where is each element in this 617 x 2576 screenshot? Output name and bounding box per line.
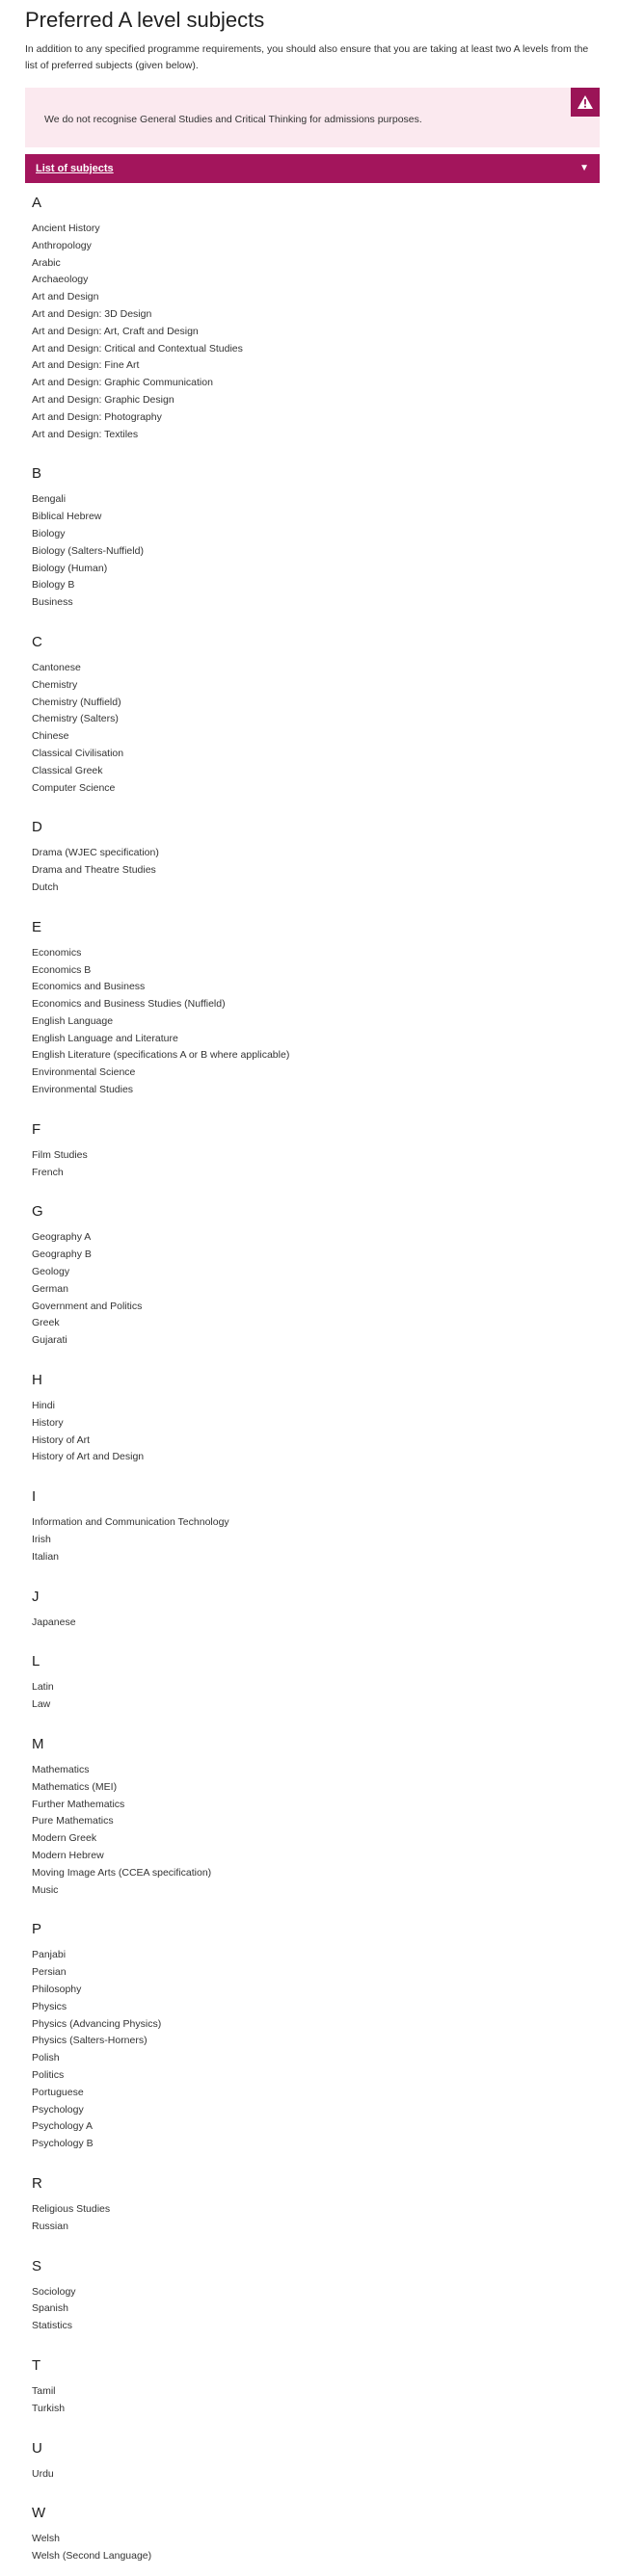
subject-items <box>32 1514 591 1565</box>
group-letter-heading: J <box>32 1588 40 1605</box>
subject-items <box>32 2531 591 2565</box>
subject-item: Panjabi <box>32 1949 67 1961</box>
subject-items <box>32 1947 591 2153</box>
subject-item: Art and Design: Graphic Communication <box>32 377 213 389</box>
subject-item: Chinese <box>32 730 69 743</box>
subject-item: Modern Hebrew <box>32 1850 104 1861</box>
subject-item: Classical Civilisation <box>32 747 124 759</box>
subject-item: Physics <box>32 2000 67 2012</box>
subject-group-d <box>32 807 591 907</box>
group-spacer <box>32 1899 591 1909</box>
group-spacer <box>32 1631 591 1642</box>
subject-item: Biblical Hebrew <box>32 511 102 523</box>
subject-item: Art and Design: Art, Craft and Design <box>32 325 199 337</box>
subject-item: Economics and Business Studies (Nuffield) <box>32 998 226 1011</box>
subject-item: Art and Design: Critical and Contextual Studies <box>32 342 243 355</box>
subject-item: History <box>32 1416 64 1429</box>
subject-item: Philosophy <box>32 1983 82 1995</box>
group-letter-heading: P <box>32 1921 42 1938</box>
subject-item: Dutch <box>32 881 59 893</box>
group-spacer <box>32 797 591 807</box>
subject-item: Spanish <box>32 2302 68 2315</box>
group-spacer <box>32 897 591 907</box>
group-letter-heading: A <box>32 195 42 211</box>
group-letter-heading: T <box>32 2356 41 2374</box>
group-letter-heading: H <box>32 1372 42 1389</box>
subject-item: Bengali <box>32 493 67 506</box>
subject-items <box>32 845 591 896</box>
subject-item: Arabic <box>32 256 61 269</box>
list-of-subjects-label[interactable]: List of subjects <box>36 163 114 174</box>
subject-item: Cantonese <box>32 661 81 673</box>
subject-group-a <box>32 183 591 454</box>
group-letter-heading: M <box>32 1736 44 1753</box>
group-spacer <box>32 1566 591 1577</box>
subject-item: Politics <box>32 2068 65 2081</box>
group-spacer <box>32 2483 591 2493</box>
subject-items <box>32 945 591 1099</box>
subject-group-c <box>32 622 591 807</box>
subject-group-m <box>32 1724 591 1909</box>
group-letter-heading: E <box>32 918 42 935</box>
subject-item: English Language <box>32 1014 114 1027</box>
subject-item: Modern Greek <box>32 1832 97 1845</box>
subject-item: Environmental Science <box>32 1066 136 1079</box>
subject-item: French <box>32 1166 64 1178</box>
subject-items <box>32 2466 591 2484</box>
subject-items <box>32 491 591 612</box>
group-letter-heading: G <box>32 1203 43 1221</box>
subject-item: German <box>32 1282 68 1295</box>
group-spacer <box>32 1466 591 1477</box>
subject-items <box>32 1762 591 1899</box>
group-letter-heading: S <box>32 2257 42 2274</box>
subject-items <box>32 2284 591 2335</box>
subject-item: Art and Design: Fine Art <box>32 359 140 372</box>
group-spacer <box>32 2418 591 2429</box>
subject-item: Physics (Salters-Horners) <box>32 2035 148 2047</box>
page-title: Preferred A level subjects <box>25 8 265 32</box>
subject-item: Archaeology <box>32 274 89 286</box>
subject-item: Italian <box>32 1550 60 1563</box>
subject-item: Welsh <box>32 2533 60 2545</box>
subject-item: Gujarati <box>32 1334 67 1347</box>
subject-group-r <box>32 2164 591 2247</box>
subject-item: Further Mathematics <box>32 1798 125 1810</box>
subject-item: Welsh (Second Language) <box>32 2550 152 2563</box>
list-of-subjects-toggle[interactable] <box>25 154 600 183</box>
group-letter-heading: R <box>32 2174 42 2192</box>
subject-item: Portuguese <box>32 2086 84 2098</box>
subject-item: Drama and Theatre Studies <box>32 864 156 877</box>
group-letter-heading: U <box>32 2439 42 2457</box>
subject-item: Art and Design: Graphic Design <box>32 393 174 406</box>
subject-item: Art and Design: 3D Design <box>32 307 152 320</box>
group-spacer <box>32 612 591 622</box>
subject-group-f <box>32 1110 591 1193</box>
subject-item: Physics (Advancing Physics) <box>32 2017 162 2030</box>
subject-item: Persian <box>32 1966 67 1979</box>
subject-item: Biology (Salters-Nuffield) <box>32 544 144 557</box>
subject-group-b <box>32 454 591 622</box>
subject-item: History of Art <box>32 1433 91 1446</box>
subject-item: Mathematics <box>32 1764 90 1776</box>
subject-group-j <box>32 1577 591 1643</box>
group-letter-heading: B <box>32 465 42 483</box>
subject-item: Biology <box>32 527 66 539</box>
group-spacer <box>32 2153 591 2164</box>
subject-item: Pure Mathematics <box>32 1815 114 1827</box>
group-spacer <box>32 1181 591 1192</box>
subject-item: Classical Greek <box>32 764 103 776</box>
group-spacer <box>32 1099 591 1110</box>
subject-item: Chemistry (Nuffield) <box>32 696 121 708</box>
chevron-down-icon[interactable]: ▼ <box>579 163 589 173</box>
subject-group-u <box>32 2429 591 2494</box>
subject-items <box>32 1615 591 1632</box>
subject-item: Information and Communication Technology <box>32 1516 229 1529</box>
subject-item: Sociology <box>32 2285 76 2298</box>
subject-group-g <box>32 1192 591 1360</box>
subject-item: Computer Science <box>32 781 116 794</box>
subject-item: Business <box>32 596 73 609</box>
subject-item: Drama (WJEC specification) <box>32 847 159 859</box>
subject-items <box>32 1229 591 1350</box>
subject-item: Geography A <box>32 1231 92 1244</box>
intro-paragraph: In addition to any specified programme requirements, you should also ensure that you are taking at least two A levels from the list of preferred subjects (given below). <box>25 43 589 71</box>
subject-item: Art and Design <box>32 291 99 303</box>
admissions-notice-text: We do not recognise General Studies and Critical Thinking for admissions purposes. <box>44 114 422 125</box>
group-letter-heading: W <box>32 2505 46 2522</box>
subject-group-h <box>32 1360 591 1477</box>
subject-item: Psychology A <box>32 2120 94 2133</box>
subject-item: Art and Design: Textiles <box>32 428 139 440</box>
subject-item: Geology <box>32 1266 70 1278</box>
group-letter-heading: L <box>32 1653 40 1670</box>
subject-group-l <box>32 1642 591 1724</box>
subject-item: Ancient History <box>32 223 100 234</box>
subject-item: History of Art and Design <box>32 1451 145 1463</box>
group-spacer <box>32 2335 591 2346</box>
group-spacer <box>32 2236 591 2247</box>
subject-item: Irish <box>32 1534 51 1546</box>
subject-items <box>32 221 591 443</box>
subject-item: Anthropology <box>32 239 92 251</box>
subject-item: Biology (Human) <box>32 562 108 574</box>
subject-item: Government and Politics <box>32 1300 143 1312</box>
subject-group-w <box>32 2493 591 2576</box>
subject-item: Religious Studies <box>32 2202 111 2215</box>
warning-icon <box>571 88 600 117</box>
group-letter-heading: C <box>32 633 42 650</box>
subject-item: Turkish <box>32 2402 66 2414</box>
subject-item: Psychology B <box>32 2138 94 2150</box>
subject-item: Statistics <box>32 2320 73 2332</box>
subject-item: Economics B <box>32 963 92 976</box>
subject-items <box>32 1147 591 1182</box>
subject-item: Biology B <box>32 579 75 591</box>
subject-item: Tamil <box>32 2384 56 2397</box>
group-spacer <box>32 2565 591 2576</box>
subject-items <box>32 2383 591 2418</box>
subject-item: Environmental Studies <box>32 1084 134 1096</box>
group-letter-heading: F <box>32 1120 41 1138</box>
subject-item: Law <box>32 1698 51 1711</box>
subject-item: Hindi <box>32 1400 55 1412</box>
group-spacer <box>32 443 591 454</box>
subject-group-i <box>32 1477 591 1576</box>
subject-items <box>32 1398 591 1466</box>
subject-item: Moving Image Arts (CCEA specification) <box>32 1866 212 1879</box>
subject-group-p <box>32 1909 591 2164</box>
subject-item: Film Studies <box>32 1148 88 1161</box>
subject-items <box>32 1679 591 1714</box>
subject-group-t <box>32 2346 591 2429</box>
subject-item: Economics and Business <box>32 981 146 993</box>
subject-item: Chemistry <box>32 678 78 691</box>
subject-item: Russian <box>32 2220 68 2232</box>
subject-item: English Language and Literature <box>32 1032 178 1044</box>
subject-item: Mathematics (MEI) <box>32 1780 118 1793</box>
subject-list <box>32 183 591 2576</box>
subject-item: Polish <box>32 2052 60 2064</box>
subject-items <box>32 660 591 797</box>
subject-item: Urdu <box>32 2467 54 2480</box>
admissions-notice <box>25 88 600 147</box>
group-letter-heading: I <box>32 1488 37 1506</box>
subject-group-s <box>32 2247 591 2346</box>
group-spacer <box>32 1714 591 1724</box>
group-spacer <box>32 1350 591 1360</box>
subject-item: Latin <box>32 1681 54 1694</box>
subject-item: Economics <box>32 946 82 959</box>
subject-item: Greek <box>32 1317 60 1329</box>
subject-item: Psychology <box>32 2103 84 2116</box>
subject-item: Geography B <box>32 1249 92 1261</box>
group-letter-heading: D <box>32 819 42 836</box>
subject-item: Art and Design: Photography <box>32 410 162 423</box>
subject-item: Music <box>32 1883 59 1896</box>
subject-group-e <box>32 907 591 1110</box>
subject-items <box>32 2201 591 2236</box>
subject-item: Japanese <box>32 1616 76 1628</box>
subject-item: Chemistry (Salters) <box>32 713 119 725</box>
subject-item: English Literature (specifications A or B where applicable) <box>32 1049 290 1062</box>
